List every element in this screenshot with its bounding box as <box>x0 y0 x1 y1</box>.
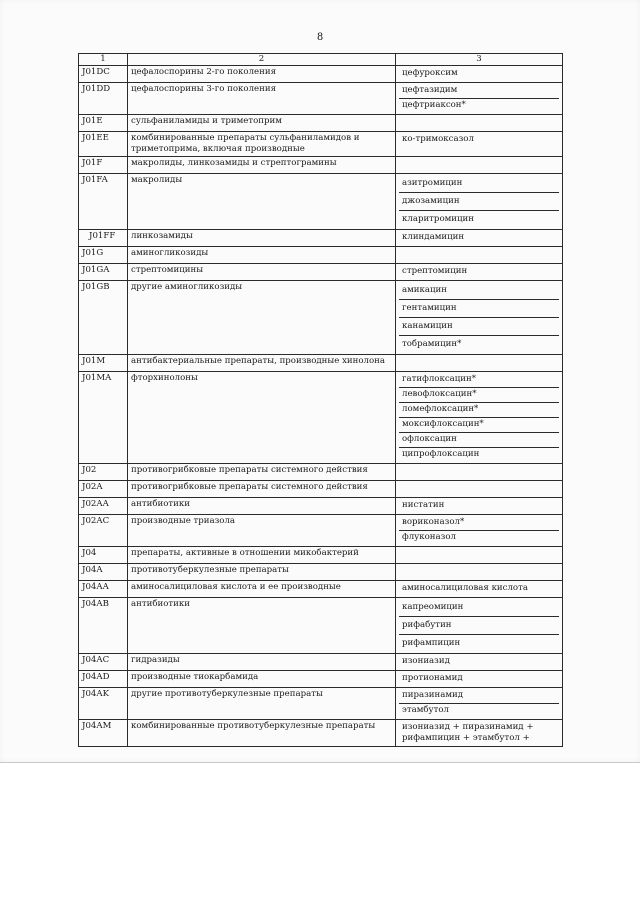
drug-names-cell <box>396 281 563 355</box>
table-body <box>79 66 563 747</box>
group-name-cell: стрептомицины <box>128 264 396 281</box>
drug-name: гатифлоксацин* <box>402 374 477 384</box>
drug-name: джозамицин <box>399 192 559 210</box>
atc-code-cell: J01DC <box>79 66 128 83</box>
header-col-2: 2 <box>128 54 396 66</box>
atc-code-cell: J04AK <box>79 688 128 720</box>
atc-code-cell: J04AC <box>79 654 128 671</box>
drug-name: флуконазол <box>399 530 559 545</box>
table-row <box>79 564 563 581</box>
drug-name: кларитромицин <box>399 210 559 228</box>
table-row <box>79 247 563 264</box>
group-name-cell: другие противотуберкулезные препараты <box>128 688 396 720</box>
atc-code-cell: J04AB <box>79 598 128 654</box>
atc-code-cell: J04AA <box>79 581 128 598</box>
drug-name: стрептомицин <box>402 266 468 276</box>
drug-name: пиразинамид <box>402 690 464 700</box>
group-name-cell: цефалоспорины 3-го поколения <box>128 83 396 115</box>
table-row <box>79 264 563 281</box>
atc-code-cell: J01DD <box>79 83 128 115</box>
table-row <box>79 547 563 564</box>
atc-code-cell: J02A <box>79 481 128 498</box>
table-row <box>79 230 563 247</box>
drug-names-cell <box>396 498 563 515</box>
drug-name: цефтазидим <box>402 85 458 95</box>
drug-names-cell <box>396 598 563 654</box>
drug-names-cell <box>396 688 563 720</box>
drug-names-cell <box>396 174 563 230</box>
drug-name: тобрамицин* <box>399 335 559 353</box>
group-name-cell: аминогликозиды <box>128 247 396 264</box>
drug-names-cell <box>396 264 563 281</box>
table-row <box>79 83 563 115</box>
drug-name <box>399 116 559 130</box>
table-row <box>79 66 563 83</box>
table-row <box>79 355 563 372</box>
table-row <box>79 720 563 747</box>
atc-code-cell: J04 <box>79 547 128 564</box>
atc-code-cell: J01GB <box>79 281 128 355</box>
drug-names-cell <box>396 355 563 372</box>
atc-code-cell: J01FF <box>79 230 128 247</box>
atc-code-cell: J02 <box>79 464 128 481</box>
drug-name: гентамицин <box>399 299 559 317</box>
table-row <box>79 481 563 498</box>
drug-name: ломефлоксацин* <box>399 402 559 417</box>
drug-names-cell <box>396 464 563 481</box>
table-row <box>79 654 563 671</box>
atc-code-cell: J01FA <box>79 174 128 230</box>
table-header-row <box>79 54 563 66</box>
drug-name: капреомицин <box>402 602 464 612</box>
group-name-cell: комбинированные препараты сульфаниламидов и триметоприма, включая производные <box>128 132 396 157</box>
table-row <box>79 498 563 515</box>
group-name-cell: аминосалициловая кислота и ее производные <box>128 581 396 598</box>
group-name-cell: производные триазола <box>128 515 396 547</box>
drug-name: канамицин <box>399 317 559 335</box>
header-col-3: 3 <box>396 54 563 66</box>
drug-name: рифабутин <box>399 616 559 634</box>
drug-name: моксифлоксацин* <box>399 417 559 432</box>
table-row <box>79 115 563 132</box>
drug-name <box>399 356 559 370</box>
drug-names-cell <box>396 547 563 564</box>
table-row <box>79 174 563 230</box>
group-name-cell: другие аминогликозиды <box>128 281 396 355</box>
group-name-cell: линкозамиды <box>128 230 396 247</box>
drug-names-cell <box>396 66 563 83</box>
drug-name: протионамид <box>402 673 463 683</box>
drug-name: рифампицин <box>399 634 559 652</box>
drug-name <box>399 158 559 172</box>
drug-names-cell <box>396 515 563 547</box>
table-row <box>79 132 563 157</box>
drug-name: офлоксацин <box>399 432 559 447</box>
atc-code-cell: J01EE <box>79 132 128 157</box>
atc-code-cell: J01M <box>79 355 128 372</box>
drug-name: вориконазол* <box>402 517 465 527</box>
drug-name: нистатин <box>402 500 445 510</box>
atc-code-cell: J01GA <box>79 264 128 281</box>
drug-name: аминосалициловая кислота <box>402 583 528 593</box>
atc-code-cell: J01G <box>79 247 128 264</box>
group-name-cell: гидразиды <box>128 654 396 671</box>
table-row <box>79 372 563 464</box>
drug-name: цефтриаксон* <box>399 98 559 113</box>
group-name-cell: антибиотики <box>128 598 396 654</box>
group-name-cell: фторхинолоны <box>128 372 396 464</box>
atc-code-cell: J04A <box>79 564 128 581</box>
drug-name: левофлоксацин* <box>399 387 559 402</box>
group-name-cell: цефалоспорины 2-го поколения <box>128 66 396 83</box>
drug-names-cell <box>396 720 563 747</box>
drug-names-cell <box>396 115 563 132</box>
drug-name: амикацин <box>402 285 448 295</box>
group-name-cell: антибактериальные препараты, производные хинолона <box>128 355 396 372</box>
group-name-cell: противогрибковые препараты системного действия <box>128 464 396 481</box>
group-name-cell: сульфаниламиды и триметоприм <box>128 115 396 132</box>
atc-code-cell: J04AM <box>79 720 128 747</box>
group-name-cell: противогрибковые препараты системного действия <box>128 481 396 498</box>
drug-names-cell <box>396 132 563 157</box>
atc-code-cell: J01E <box>79 115 128 132</box>
drug-names-cell <box>396 564 563 581</box>
drug-name <box>399 548 559 562</box>
group-name-cell: макролиды <box>128 174 396 230</box>
group-name-cell: производные тиокарбамида <box>128 671 396 688</box>
drug-name: цефуроксим <box>402 68 458 78</box>
drug-name <box>399 465 559 479</box>
group-name-cell: препараты, активные в отношении микобактерий <box>128 547 396 564</box>
table-row <box>79 688 563 720</box>
drug-name: изониазид + пиразинамид + рифампицин + этамбутол + <box>402 722 534 743</box>
table-row <box>79 598 563 654</box>
drug-name: ципрофлоксацин <box>399 447 559 462</box>
table-row <box>79 464 563 481</box>
drug-name <box>399 248 559 262</box>
group-name-cell: макролиды, линкозамиды и стрептограмины <box>128 157 396 174</box>
group-name-cell: антибиотики <box>128 498 396 515</box>
table-row <box>79 157 563 174</box>
drug-name: этамбутол <box>399 703 559 718</box>
drug-name <box>399 482 559 496</box>
drug-name: клиндамицин <box>402 232 465 242</box>
drug-names-cell <box>396 671 563 688</box>
table-row <box>79 515 563 547</box>
table-row <box>79 281 563 355</box>
group-name-cell: противотуберкулезные препараты <box>128 564 396 581</box>
drug-names-cell <box>396 230 563 247</box>
atc-code-cell: J04AD <box>79 671 128 688</box>
drug-names-cell <box>396 481 563 498</box>
header-col-1: 1 <box>79 54 128 66</box>
drug-names-cell <box>396 157 563 174</box>
atc-code-cell: J01MA <box>79 372 128 464</box>
drug-classification-table <box>78 53 563 747</box>
drug-name <box>399 565 559 579</box>
drug-name: ко-тримоксазол <box>402 134 474 144</box>
drug-names-cell <box>396 654 563 671</box>
table-row <box>79 581 563 598</box>
atc-code-cell: J02AC <box>79 515 128 547</box>
group-name-cell: комбинированные противотуберкулезные препараты <box>128 720 396 747</box>
atc-code-cell: J02AA <box>79 498 128 515</box>
drug-names-cell <box>396 247 563 264</box>
drug-names-cell <box>396 372 563 464</box>
atc-code-cell: J01F <box>79 157 128 174</box>
drug-name: изониазид <box>402 656 450 666</box>
drug-names-cell <box>396 83 563 115</box>
drug-names-cell <box>396 581 563 598</box>
drug-name: азитромицин <box>402 178 463 188</box>
page-number: 8 <box>316 32 324 43</box>
table-row <box>79 671 563 688</box>
